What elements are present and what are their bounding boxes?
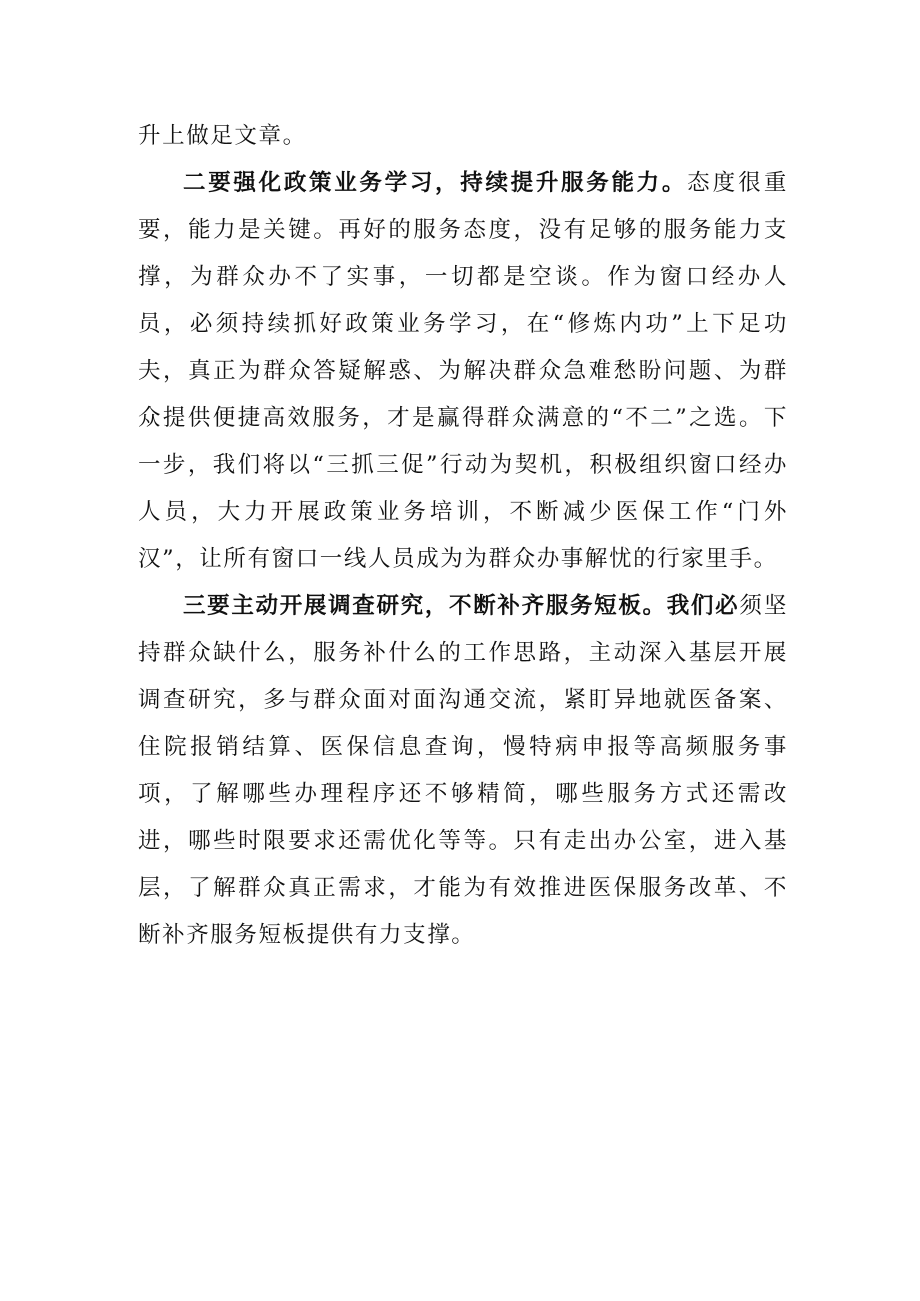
paragraph-service-capability xyxy=(138,160,788,583)
paragraph-text: 升上做足文章。 xyxy=(138,123,307,149)
document-body xyxy=(138,113,788,959)
paragraph-heading: 二要强化政策业务学习，持续提升服务能力。 xyxy=(183,170,688,196)
paragraph-continuation xyxy=(138,113,788,160)
paragraph-text: 须坚持群众缺什么，服务补什么的工作思路，主动深入基层开展调查研究，多与群众面对面沟通交流，紧盯异地就医备案、住院报销结算、医保信息查询，慢特病申报等高频服务事项，了解哪些办理程序还不够精简，哪些服务方式还需改进，哪些时限要求还需优化等等。只有走出办公室，进入基层，了解群众真正需求，才能为有效推进医保服务改革、不断补齐服务短板提供有力支撑。 xyxy=(138,593,788,948)
paragraph-investigation-research xyxy=(138,583,788,959)
paragraph-heading: 三要主动开展调查研究，不断补齐服务短板。我们必 xyxy=(183,593,740,619)
paragraph-text: 态度很重要，能力是关键。再好的服务态度，没有足够的服务能力支撑，为群众办不了实事，一切都是空谈。作为窗口经办人员，必须持续抓好政策业务学习，在“修炼内功”上下足功夫，真正为群众答疑解惑、为解决群众急难愁盼问题、为群众提供便捷高效服务，才是赢得群众满意的“不二”之选。下一步，我们将以“三抓三促”行动为契机，积极组织窗口经办人员，大力开展政策业务培训，不断减少医保工作“门外汉”，让所有窗口一线人员成为为群众办事解忧的行家里手。 xyxy=(138,170,788,572)
